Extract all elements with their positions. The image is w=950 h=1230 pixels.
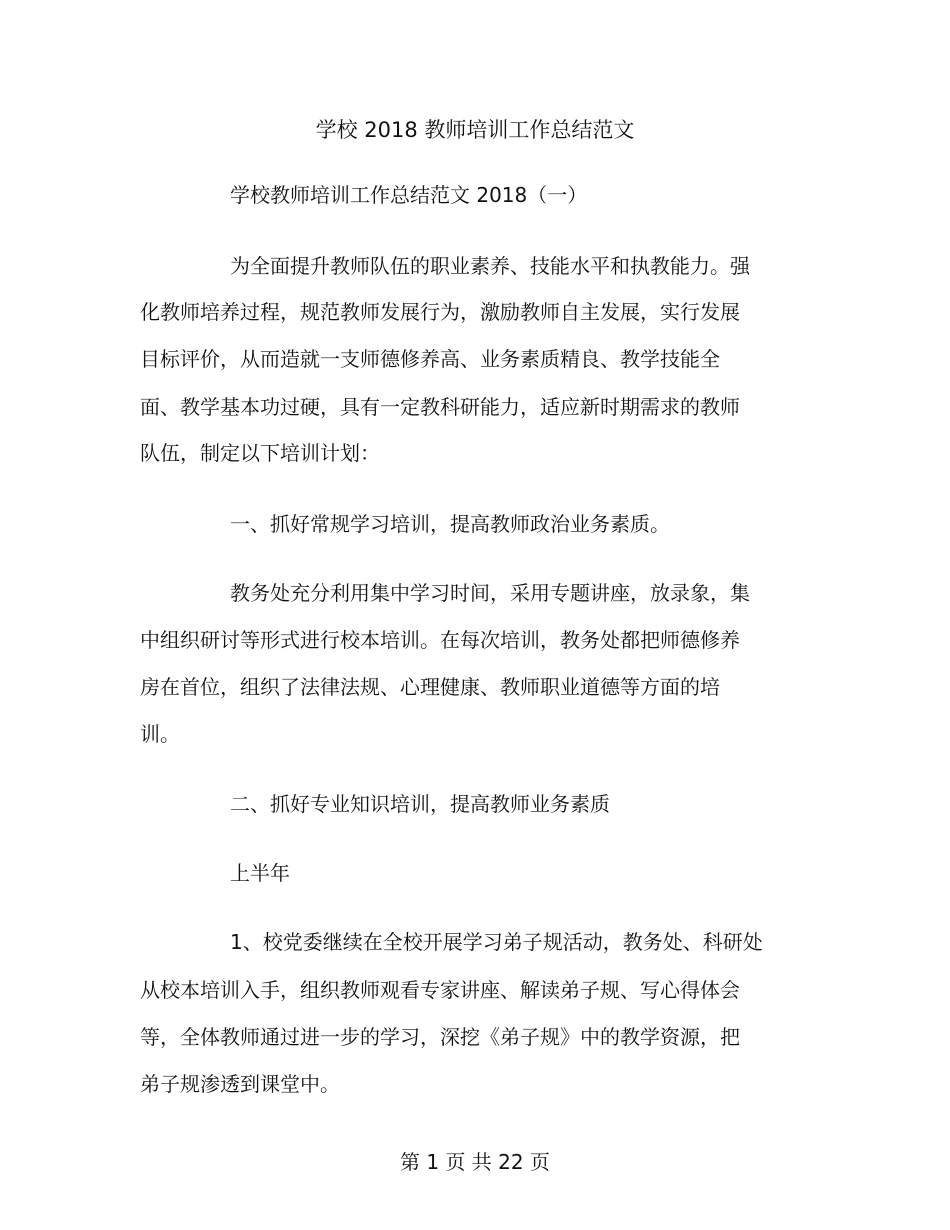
- paragraph-line: 面、教学基本功过硬，具有一定教科研能力，适应新时期需求的教师: [140, 395, 740, 419]
- paragraph-line: 目标评价，从而造就一支师德修养高、业务素质精良、教学技能全: [140, 347, 720, 371]
- paragraph-line: 为全面提升教师队伍的职业素养、技能水平和执教能力。强: [230, 254, 750, 278]
- paragraph-line: 1、校党委继续在全校开展学习弟子规活动，教务处、科研处: [230, 930, 763, 954]
- paragraph-line: 教务处充分利用集中学习时间，采用专题讲座，放录象，集: [230, 581, 750, 605]
- paragraph-line: 从校本培训入手，组织教师观看专家讲座、解读弟子规、写心得体会: [140, 978, 740, 1002]
- document-subtitle: 学校教师培训工作总结范文 2018（一）: [230, 183, 588, 207]
- paragraph-line: 化教师培养过程，规范教师发展行为，激励教师自主发展，实行发展: [140, 300, 740, 324]
- section-heading: 二、抓好专业知识培训，提高教师业务素质: [230, 792, 610, 816]
- paragraph-line: 房在首位，组织了法律法规、心理健康、教师职业道德等方面的培: [140, 675, 720, 699]
- paragraph-line: 弟子规渗透到课堂中。: [140, 1072, 340, 1096]
- subsection-heading: 上半年: [230, 861, 290, 885]
- paragraph-line: 训。: [140, 722, 180, 746]
- paragraph-line: 中组织研讨等形式进行校本培训。在每次培训，教务处都把师德修养: [140, 628, 740, 652]
- page-number: 第 1 页 共 22 页: [400, 1150, 550, 1174]
- paragraph-line: 队伍，制定以下培训计划：: [140, 441, 380, 465]
- document-title: 学校 2018 教师培训工作总结范文: [315, 118, 635, 142]
- paragraph-line: 等，全体教师通过进一步的学习，深挖《弟子规》中的教学资源，把: [140, 1025, 740, 1049]
- section-heading: 一、抓好常规学习培训，提高教师政治业务素质。: [230, 512, 670, 536]
